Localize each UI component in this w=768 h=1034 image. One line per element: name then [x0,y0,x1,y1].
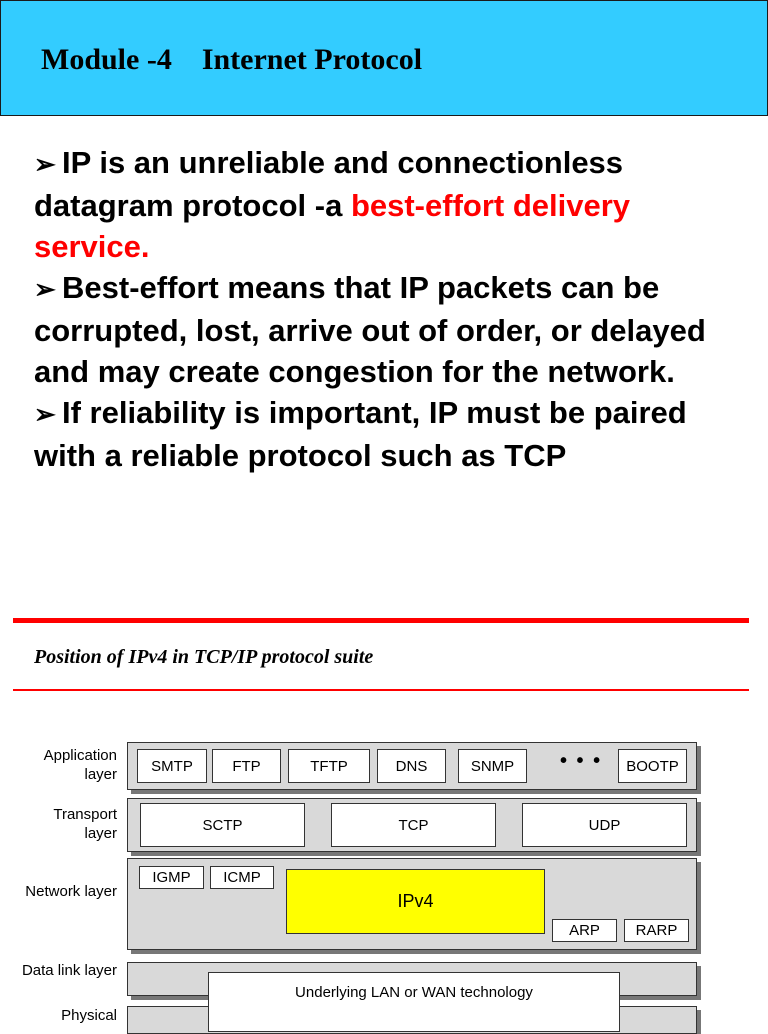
layer-label-application: Application layer [43,747,117,783]
bullet-text: Best-effort means that IP packets can be corrupted, lost, arrive out of order, or delayed and may create congestion for the network. [34,270,706,389]
bullet-item [34,392,754,476]
protocol-box-bootp: BOOTP [618,749,687,783]
bullet-text: If reliability is important, IP must be paired with a reliable protocol such as TCP [34,395,687,473]
protocol-box-tftp: TFTP [288,749,370,783]
highlight-text: best-effort delivery service. [34,188,631,264]
protocol-box-igmp: IGMP [139,866,204,889]
protocol-box-ftp: FTP [212,749,281,783]
layer-label-datalink: Data link layer [21,962,117,979]
underlying-technology-box: Underlying LAN or WAN technology [208,972,620,1032]
layer-label-network: Network layer [25,883,117,900]
protocol-box-dns: DNS [377,749,446,783]
bullet-item [34,142,754,267]
protocol-box-smtp: SMTP [137,749,207,783]
protocol-box-sctp: SCTP [140,803,305,847]
protocol-box-rarp: RARP [624,919,689,942]
slide-title: Module -4 Internet Protocol [41,43,423,76]
protocol-box-ipv4: IPv4 [286,869,545,934]
figure-caption: Position of IPv4 in TCP/IP protocol suite [34,646,374,668]
protocol-box-udp: UDP [522,803,687,847]
arrow-bullet-icon: ➢ [34,149,56,179]
protocol-box-arp: ARP [552,919,617,942]
arrow-bullet-icon: ➢ [34,399,56,429]
protocol-box-icmp: ICMP [210,866,274,889]
bullet-text: IP is an unreliable and connectionless datagram protocol -a [34,145,624,223]
title-banner [0,0,768,116]
layer-label-transport: Transport layer [53,806,117,842]
bullet-list [34,142,754,476]
protocol-suite-diagram [0,730,768,1024]
protocol-box-tcp: TCP [331,803,496,847]
protocol-box-snmp: SNMP [458,749,527,783]
layer-label-physical: Physical [61,1007,117,1024]
arrow-bullet-icon: ➢ [34,274,56,304]
divider [13,618,749,623]
divider [13,689,749,691]
bullet-item [34,267,754,392]
ellipsis-icon: • • • [560,750,603,772]
